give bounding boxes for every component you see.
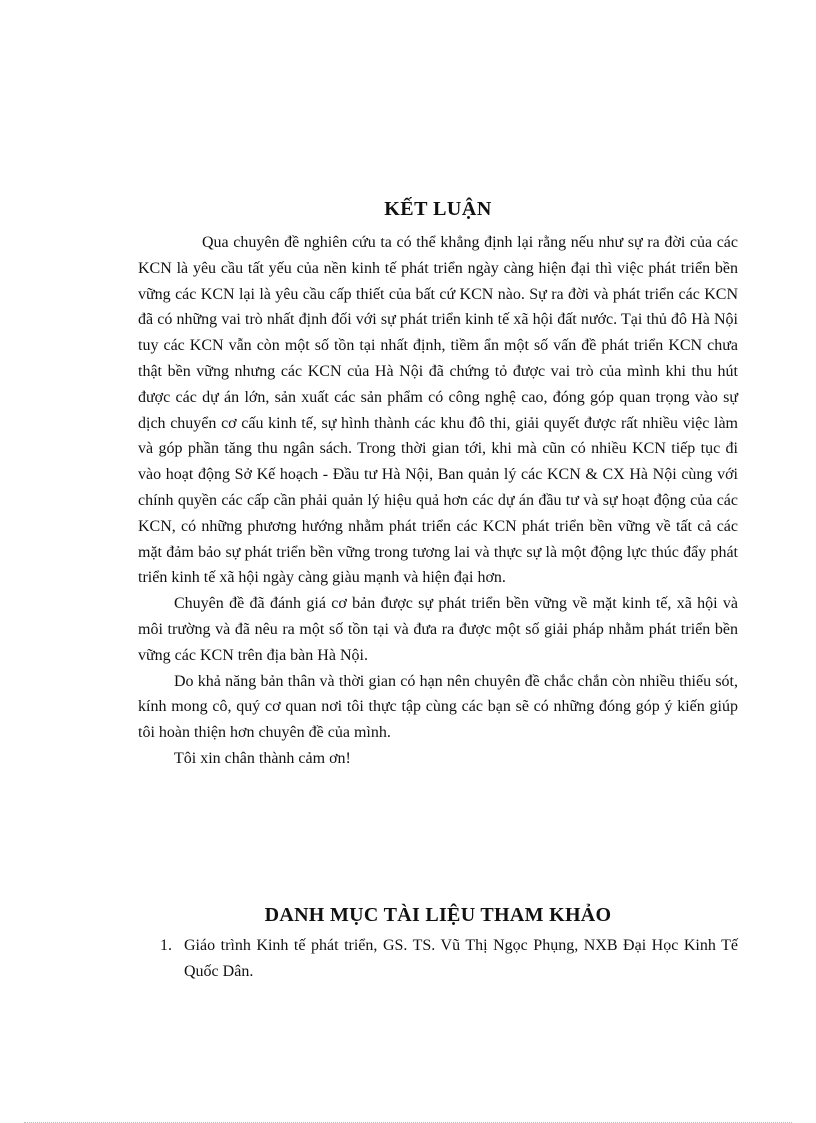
conclusion-paragraph-2: Chuyên đề đã đánh giá cơ bản được sự phát triển bền vững về mặt kinh tế, xã hội và môi trường và đã nêu ra một số tồn tại và đưa ra được một số giải pháp nhằm phát triển bền vững các KCN trên địa bàn Hà Nội. — [138, 595, 738, 664]
reference-number: 1. — [160, 937, 172, 954]
conclusion-paragraph-4: Tôi xin chân thành cảm ơn! — [174, 749, 351, 767]
conclusion-title: KẾT LUẬN — [384, 198, 492, 220]
conclusion-paragraph-1: Qua chuyên đề nghiên cứu ta có thể khẳng định lại rằng nếu như sự ra đời của các KCN là yêu cầu tất yếu của nền kinh tế phát triển ngày càng hiện đại thì việc phát triển bền vững các KCN lại là yêu cầu cấp thiết của bất cứ KCN nào. Sự ra đời và phát triển các KCN đã có những vai trò nhất định đối với sự phát triển kinh tế xã hội đất nước. Tại thủ đô Hà Nội tuy các KCN vẫn còn một số tồn tại nhất định, tiềm ẩn một số vấn đề phát triển KCN chưa thật bền vững nhưng các KCN của Hà Nội đã chứng tỏ được vai trò của mình khi thu hút được các dự án lớn, sản xuất các sản phẩm có công nghệ cao, đóng góp quan trọng vào sự dịch chuyển cơ cấu kinh tế, sự hình thành các khu đô thi, giải quyết được rất nhiều việc làm và góp phần tăng thu ngân sách. Trong thời gian tới, khi mà cũn có nhiều KCN tiếp tục đi vào hoạt động Sở Kế hoạch - Đầu tư Hà Nội, Ban quản lý các KCN & CX Hà Nội cùng với chính quyền các cấp cần phải quản lý hiệu quả hơn các dự án đầu tư và sự hoạt động của các KCN, có những phương hướng nhằm phát triển các KCN phát triển bền vững về tất cả các mặt đảm bảo sự phát triển bền vững trong tương lai và thực sự là một động lực thúc đẩy phát triển kinh tế xã hội ngày càng giàu mạnh và hiện đại hơn. — [138, 234, 738, 587]
references-title: DANH MỤC TÀI LIỆU THAM KHẢO — [264, 904, 612, 926]
reference-text: Giáo trình Kinh tế phát triển, GS. TS. Vũ Thị Ngọc Phụng, NXB Đại Học Kinh Tế Quốc Dân. — [184, 937, 738, 980]
reference-item — [160, 933, 738, 985]
references-list — [160, 933, 738, 985]
conclusion-body — [138, 230, 738, 772]
conclusion-paragraph-3: Do khả năng bản thân và thời gian có hạn nên chuyên đề chắc chắn còn nhiều thiếu sót, kính mong cô, quý cơ quan nơi tôi thực tập cùng các bạn sẽ có những đóng góp ý kiến giúp tôi hoàn thiện hơn chuyên đề của mình. — [138, 672, 738, 742]
